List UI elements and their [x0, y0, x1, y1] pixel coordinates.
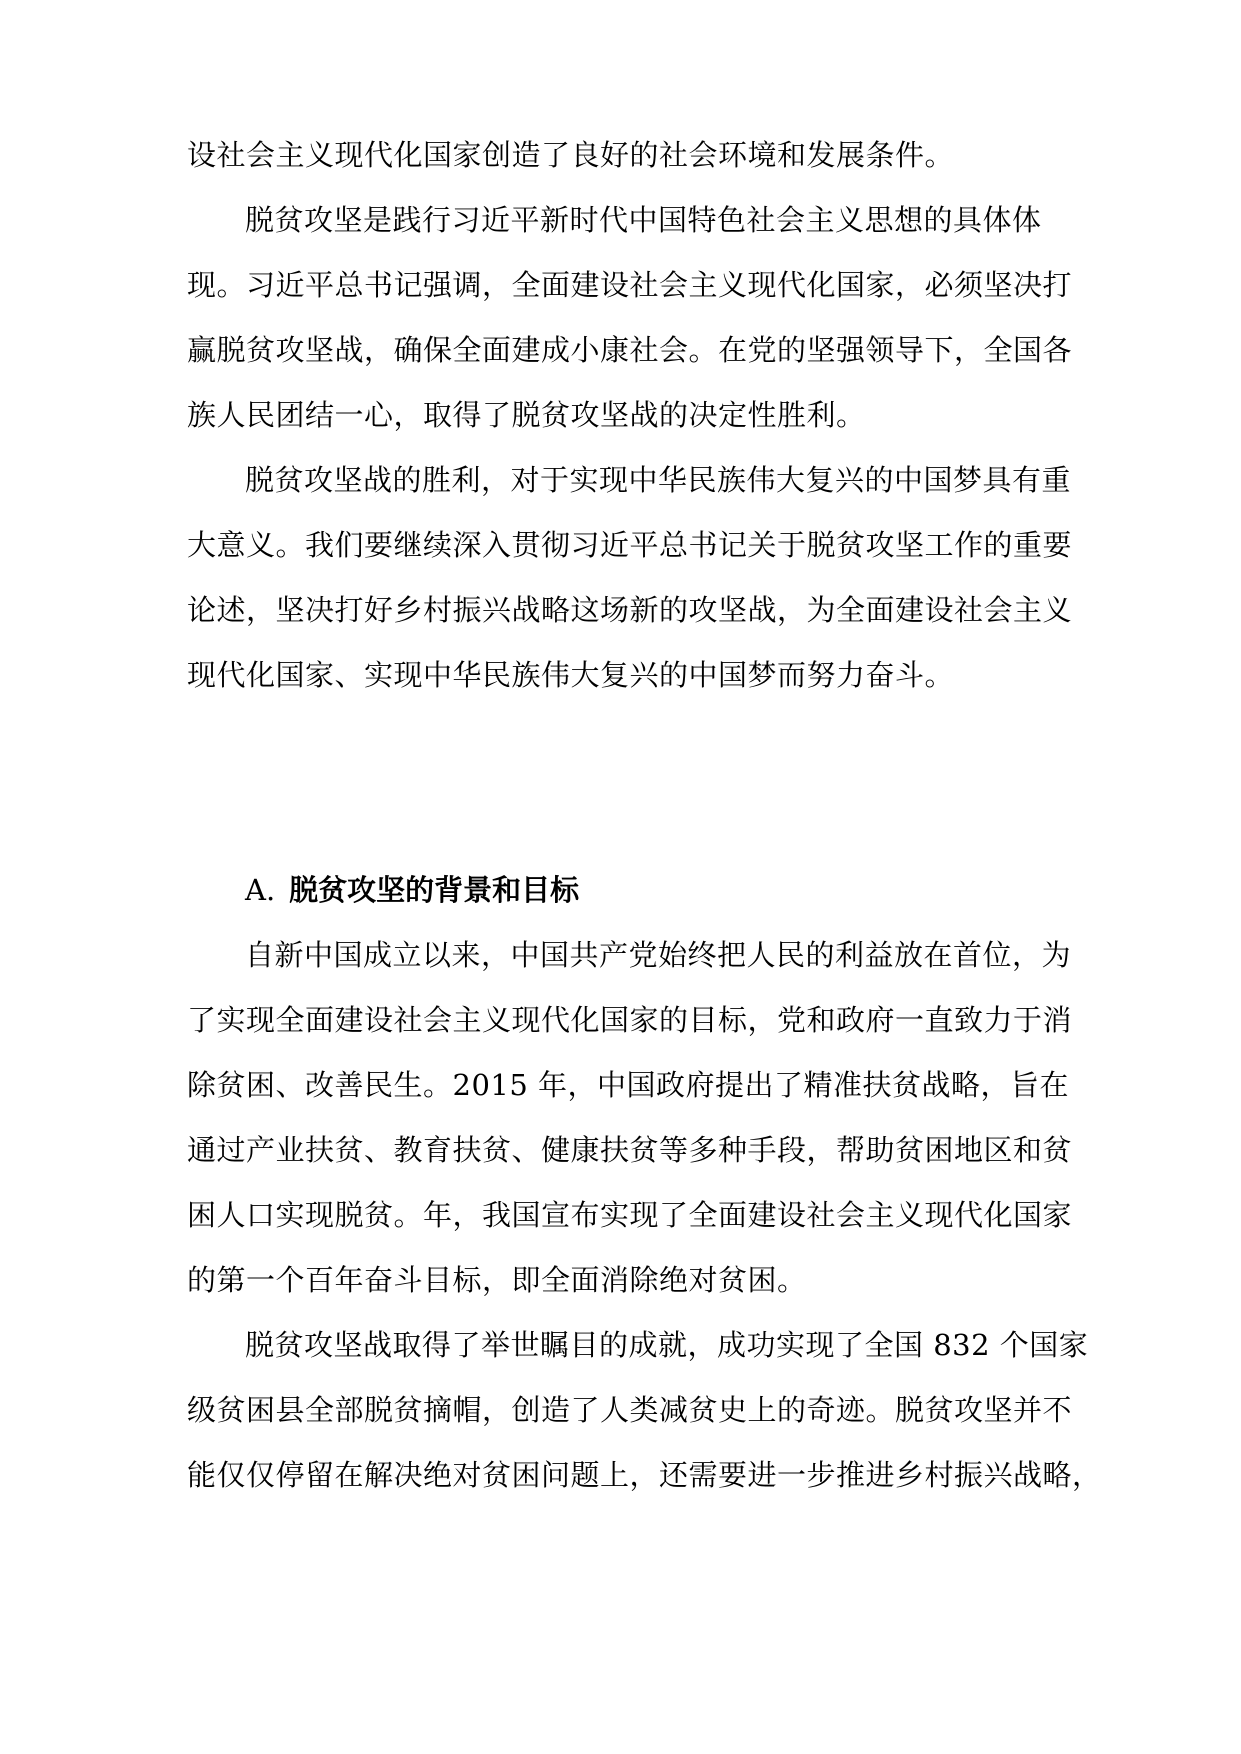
- text-line: 脱贫攻坚是践行习近平新时代中国特色社会主义思想的具体体: [245, 203, 1042, 237]
- text-line: 脱贫攻坚战取得了举世瞩目的成就，成功实现了全国 832 个国家: [245, 1328, 1089, 1362]
- text-line: 的第一个百年奋斗目标，即全面消除绝对贫困。: [187, 1263, 807, 1297]
- section-heading: [245, 870, 579, 910]
- section-title: 脱贫攻坚的背景和目标: [289, 873, 580, 907]
- text-line: 除贫困、改善民生。2015 年，中国政府提出了精准扶贫战略，旨在: [187, 1068, 1070, 1102]
- text-line: 赢脱贫攻坚战，确保全面建成小康社会。在党的坚强领导下，全国各: [187, 333, 1073, 367]
- text-line: 论述，坚决打好乡村振兴战略这场新的攻坚战，为全面建设社会主义: [187, 593, 1073, 627]
- text-line: 了实现全面建设社会主义现代化国家的目标，党和政府一直致力于消: [187, 1003, 1073, 1037]
- section-number: A.: [245, 873, 276, 907]
- text-line: 族人民团结一心，取得了脱贫攻坚战的决定性胜利。: [187, 398, 866, 432]
- text-line: 能仅仅停留在解决绝对贫困问题上，还需要进一步推进乡村振兴战略，: [187, 1458, 1102, 1492]
- text-line: 脱贫攻坚战的胜利，对于实现中华民族伟大复兴的中国梦具有重: [245, 463, 1072, 497]
- text-line: 现。习近平总书记强调，全面建设社会主义现代化国家，必须坚决打: [187, 268, 1073, 302]
- text-line: 大意义。我们要继续深入贯彻习近平总书记关于脱贫攻坚工作的重要: [187, 528, 1073, 562]
- text-line: 现代化国家、实现中华民族伟大复兴的中国梦而努力奋斗。: [187, 658, 955, 692]
- text-line: 设社会主义现代化国家创造了良好的社会环境和发展条件。: [187, 138, 955, 172]
- text-line: 困人口实现脱贫。年，我国宣布实现了全面建设社会主义现代化国家: [187, 1198, 1073, 1232]
- text-line: 通过产业扶贫、教育扶贫、健康扶贫等多种手段，帮助贫困地区和贫: [187, 1133, 1073, 1167]
- text-line: 自新中国成立以来，中国共产党始终把人民的利益放在首位，为: [245, 938, 1072, 972]
- text-line: 级贫困县全部脱贫摘帽，创造了人类减贫史上的奇迹。脱贫攻坚并不: [187, 1393, 1073, 1427]
